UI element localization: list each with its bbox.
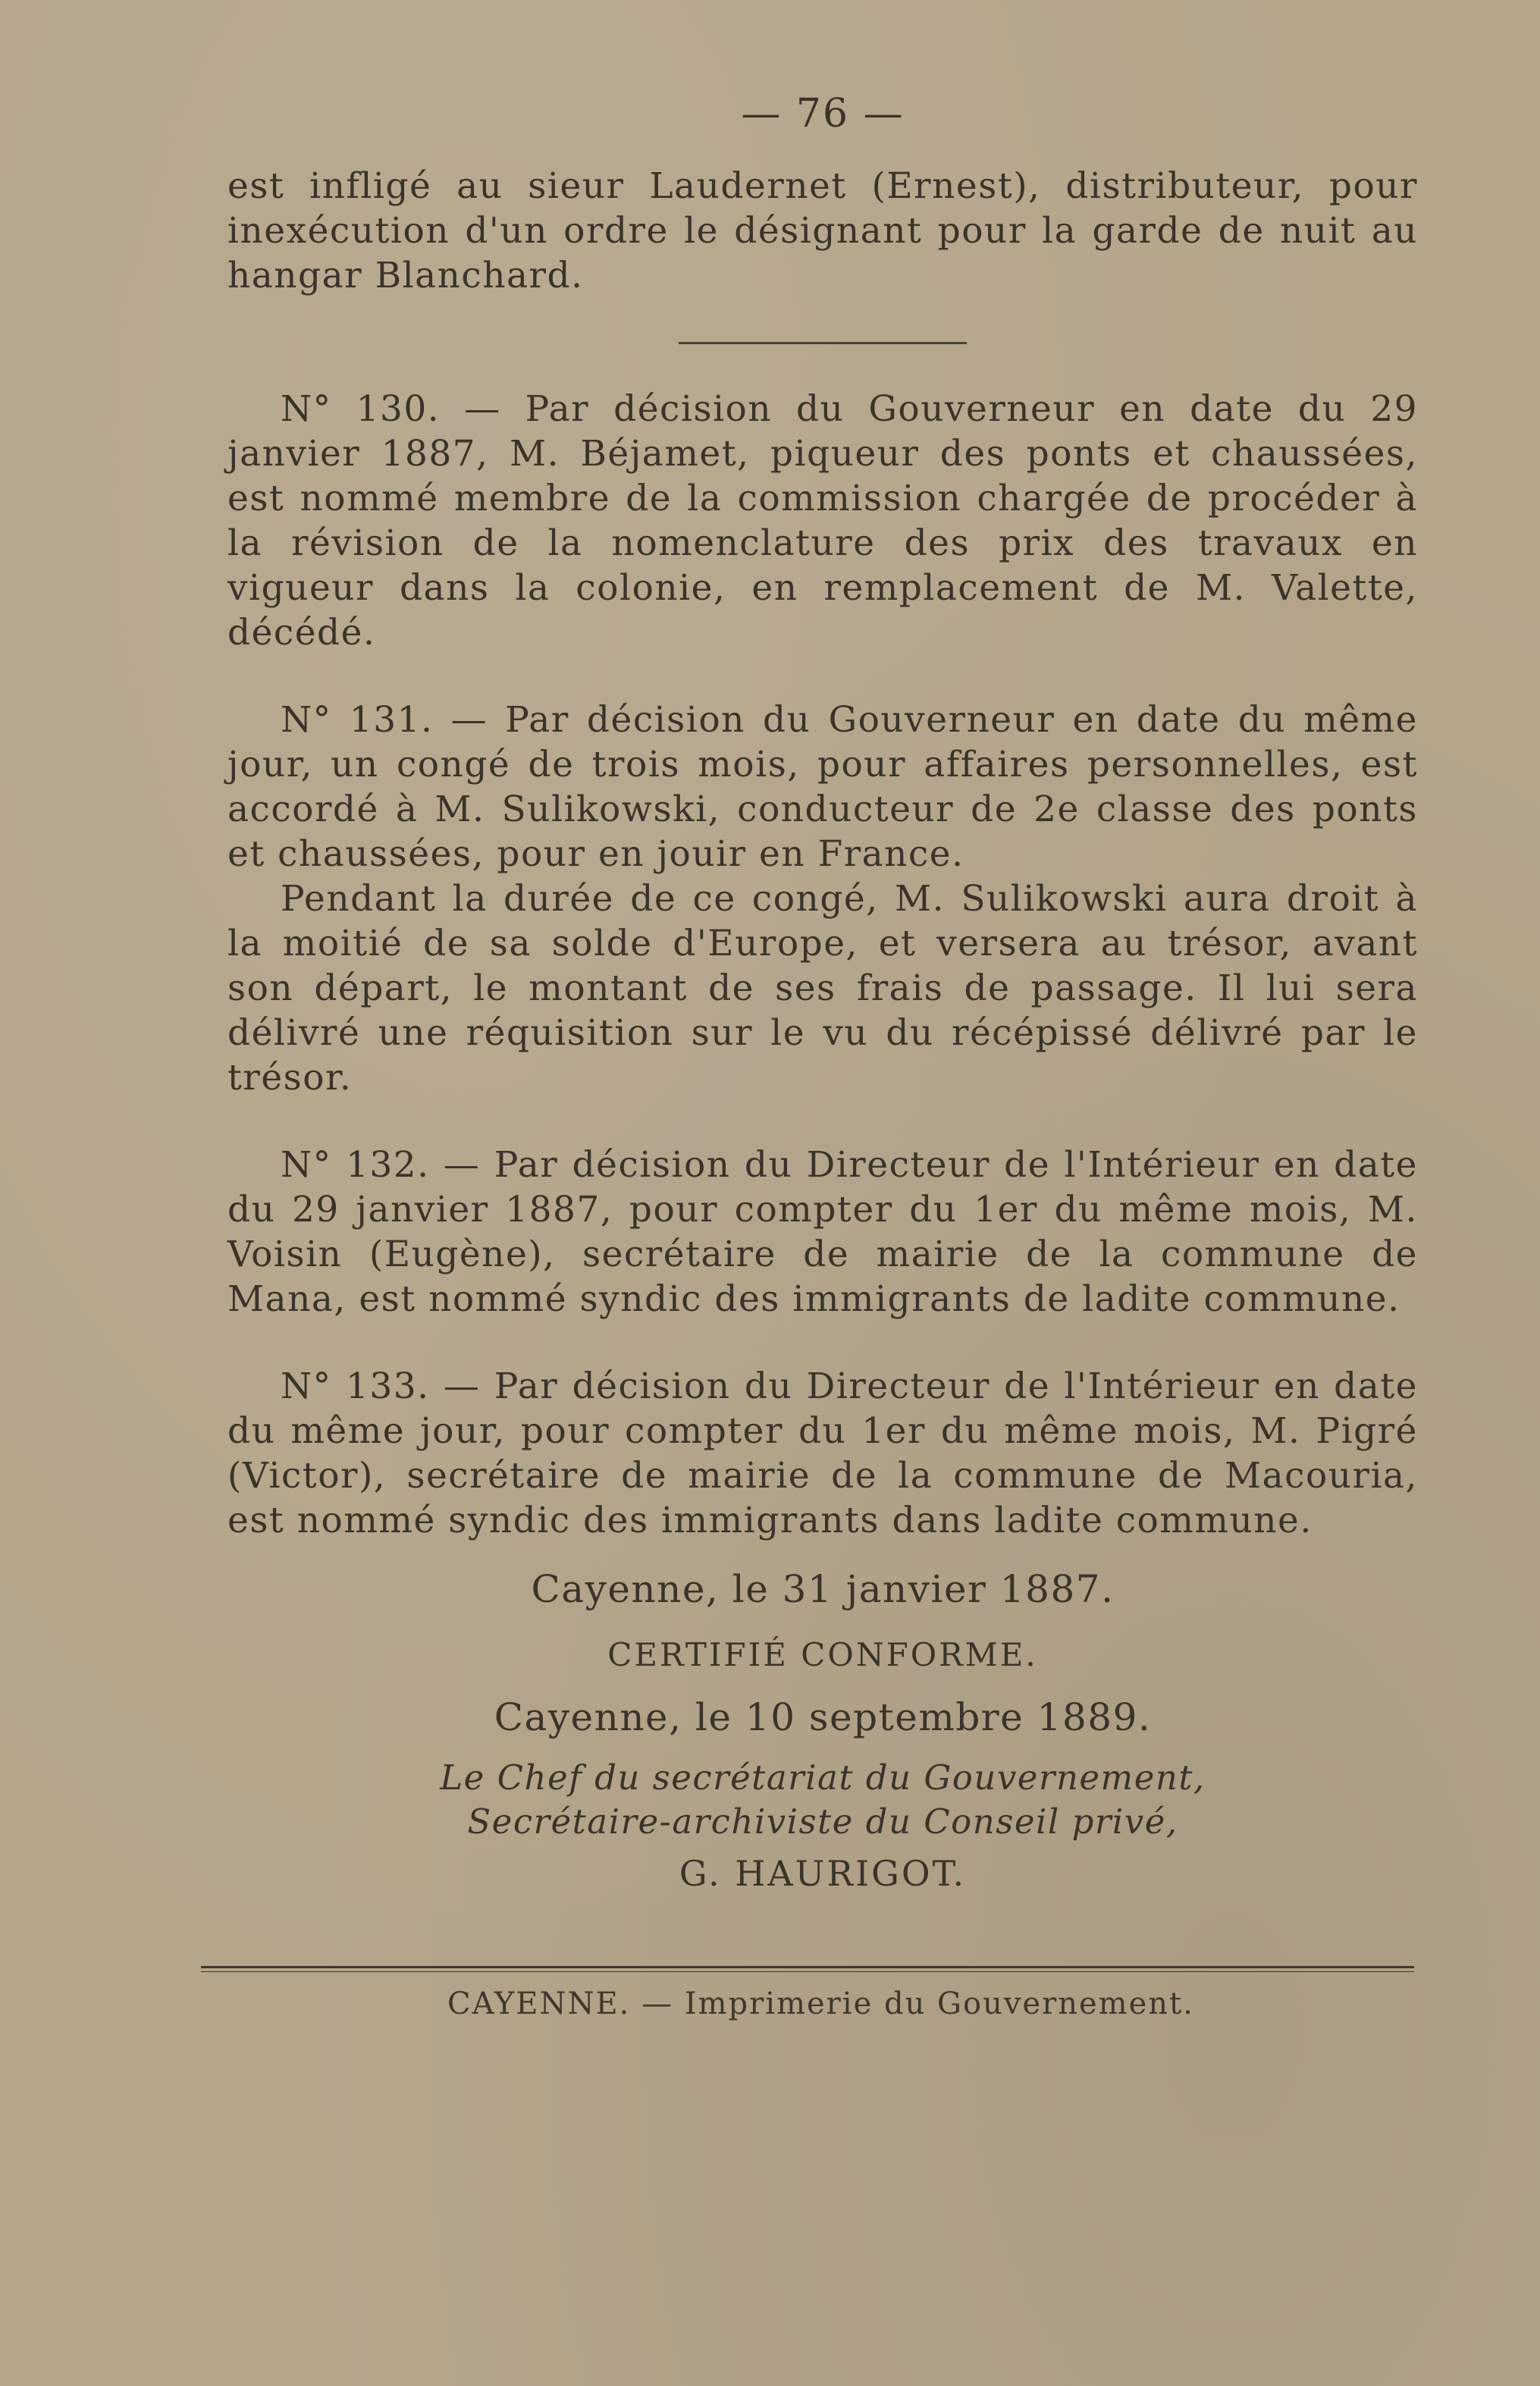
paragraph-130: N° 130. — Par décision du Gouverneur en date du 29 janvier 1887, M. Béjamet, piqueur des ponts et chaussées, est nommé membre de la commission chargée de procéder à la révision de la nomenclature des prix des travaux en vigueur dans la colonie, en remplacement de M. Valette, décédé. [227, 388, 1418, 654]
page-content [227, 91, 1418, 1896]
closing-date-1887: Cayenne, le 31 janvier 1887. [531, 1567, 1115, 1611]
signatory-name: G. HAURIGOT. [679, 1853, 967, 1894]
signatory-title-2: Secrétaire-archiviste du Conseil privé, [467, 1801, 1178, 1842]
paragraph-131-continuation: Pendant la durée de ce congé, M. Sulikowski aura droit à la moitié de sa solde d'Europe, et versera au trésor, avant son départ, le montant de ses frais de passage. Il lui sera délivré une réquisition sur le vu du récépissé délivré par le trésor. [227, 878, 1418, 1099]
section-divider [679, 342, 967, 344]
closing-date-1889: Cayenne, le 10 septembre 1889. [494, 1695, 1152, 1739]
footer-rule-top [201, 1966, 1414, 1968]
printer-imprint: CAYENNE. — Imprimerie du Gouvernement. [447, 1986, 1194, 2021]
paragraph-132: N° 132. — Par décision du Directeur de l'Intérieur en date du 29 janvier 1887, pour compter du 1er du même mois, M. Voisin (Eugène), secrétaire de mairie de la commune de Mana, est nommé syndic des immigrants de ladite commune. [227, 1144, 1418, 1320]
page-number: — 76 — [741, 91, 905, 136]
footer-rule-bottom [201, 1971, 1414, 1972]
certified-conforme: CERTIFIÉ CONFORME. [607, 1636, 1038, 1673]
paragraph-133: N° 133. — Par décision du Directeur de l'Intérieur en date du même jour, pour compter du 1er du même mois, M. Pigré (Victor), secrétaire de mairie de la commune de Macouria, est nommé syndic des immigrants dans ladite commune. [227, 1365, 1418, 1541]
paragraph-continuation: est infligé au sieur Laudernet (Ernest), distributeur, pour inexécution d'un ordre le désignant pour la garde de nuit au hangar Blanchard. [227, 165, 1418, 296]
signatory-title-1: Le Chef du secrétariat du Gouvernement, [440, 1757, 1206, 1798]
paragraph-131: N° 131. — Par décision du Gouverneur en date du même jour, un congé de trois mois, pour affaires personnelles, est accordé à M. Sulikowski, conducteur de 2e classe des ponts et chaussées, pour en jouir en France. [227, 699, 1418, 875]
